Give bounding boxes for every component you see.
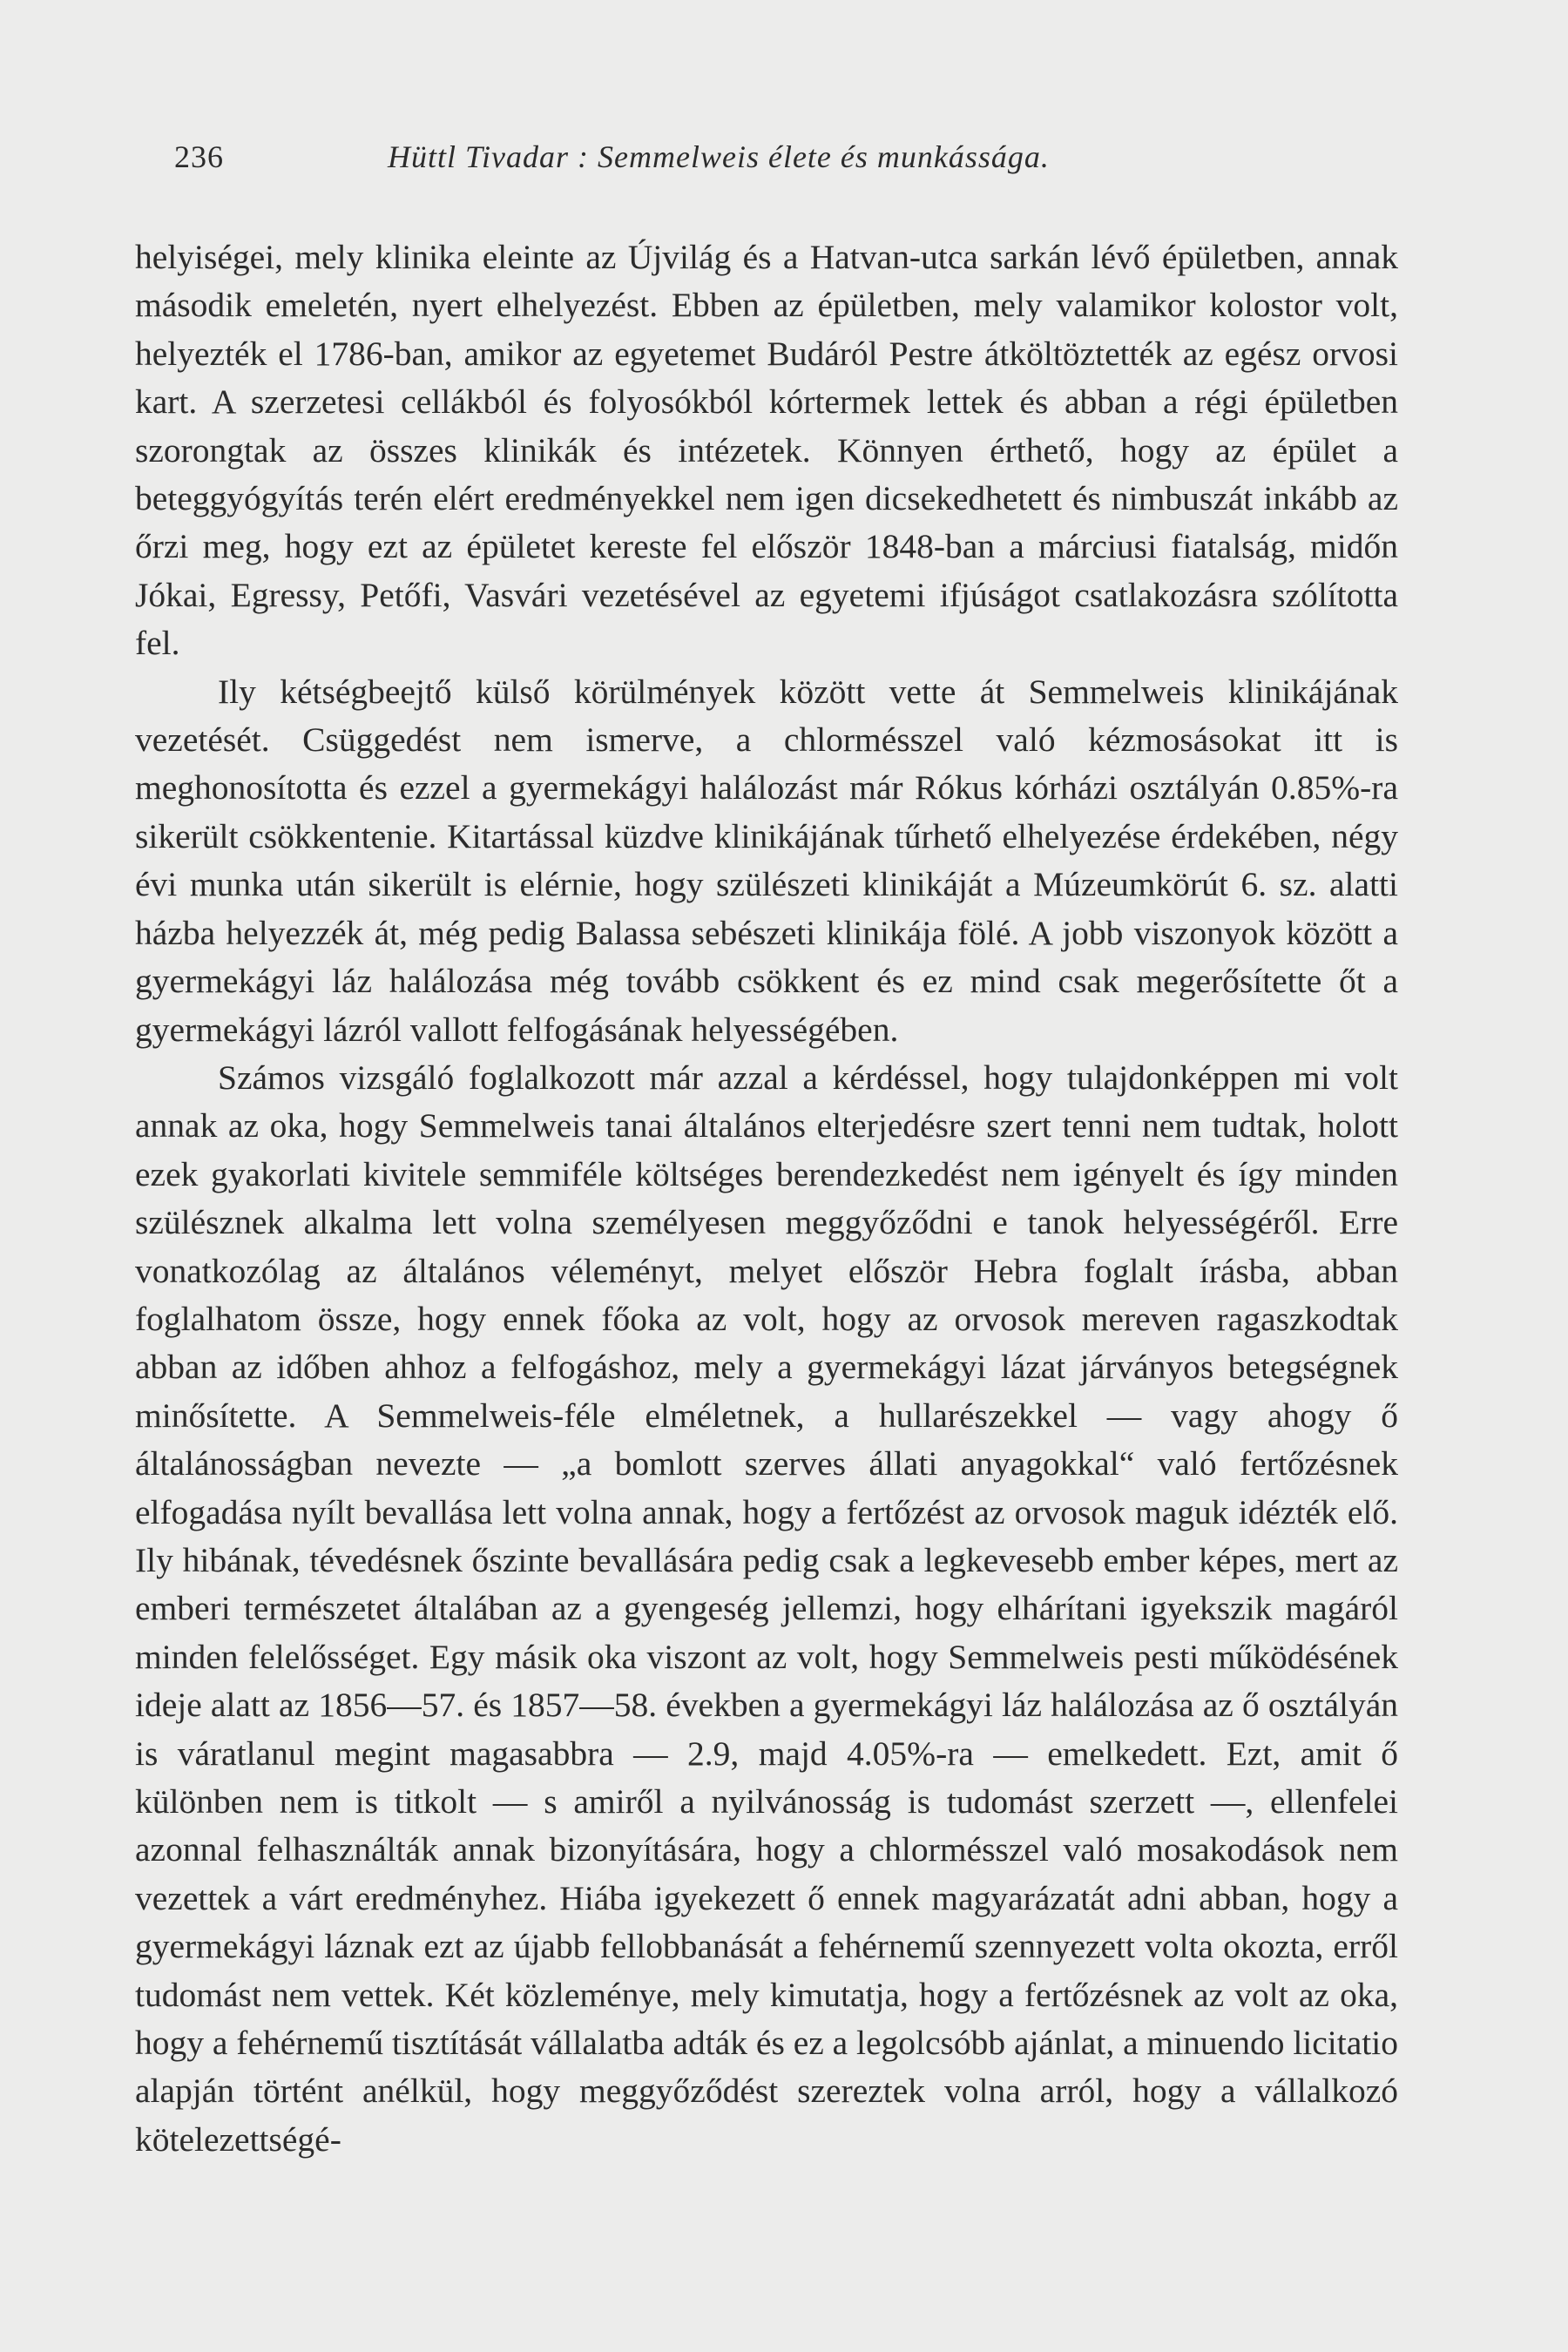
running-title: Hüttl Tivadar : Semmelweis élete és munkássága. [388, 139, 1050, 174]
paragraph-1: helyiségei, mely klinika eleinte az Újvilág és a Hatvan-utca sarkán lévő épületben, annak második emeletén, nyert elhelyezést. Ebben az épületben, mely valamikor kolostor volt, helyezték el 1786-ban, amikor az egyetemet Budáról Pestre átköltöztették az egész orvosi kart. A szerzetesi cellákból és folyosókból kórtermek lettek és abban a régi épületben szorongtak az összes klinikák és intézetek. Könnyen érthető, hogy az épület a beteggyógyítás terén elért eredményekkel nem igen dicsekedhetett és nimbuszát inkább az őrzi meg, hogy ezt az épületet kereste fel először 1848-ban a márciusi fiatalság, midőn Jókai, Egressy, Petőfi, Vasvári vezetésével az egyetemi ifjúságot csatlakozásra szólította fel. [135, 238, 1398, 663]
paragraph-3: Számos vizsgáló foglalkozott már azzal a kérdéssel, hogy tulajdonképpen mi volt annak az oka, hogy Semmelweis tanai általános elterjedésre szert tenni nem tudtak, holott ezek gyakorlati kivitele semmiféle költséges berendezkedést nem igényelt és így minden szülésznek alkalma lett volna személyesen meggyőződni e tanok helyességéről. Erre vonatkozólag az általános véleményt, melyet először Hebra foglalt írásba, abban foglalhatom össze, hogy ennek főoka az volt, hogy az orvosok mereven ragaszkodtak abban az időben ahhoz a felfogáshoz, mely a gyermekágyi lázat járványos betegségnek minősítette. A Semmelweis-féle elméletnek, a hullarészekkel — vagy ahogy ő általánosságban nevezte — „a bomlott szerves állati anyagokkal“ való fertőzésnek elfogadása nyílt bevallása lett volna annak, hogy a fertőzést az orvosok maguk idézték elő. Ily hibának, tévedésnek őszinte bevallására pedig csak a legkevesebb ember képes, mert az emberi természetet általában az a gyengeség jellemzi, hogy elhárítani igyekszik magáról minden felelősséget. Egy másik oka viszont az volt, hogy Semmelweis pesti működésének ideje alatt az 1856—57. és 1857—58. években a gyermekágyi láz halálozása az ő osztályán is váratlanul megint magasabbra — 2.9, majd 4.05%-ra — emelkedett. Ezt, amit ő különben nem is titkolt — s amiről a nyilvánosság is tudomást szerzett —, ellenfelei azonnal felhasználták annak bizonyítására, hogy a chlormésszel való mosakodások nem vezettek a várt eredményhez. Hiába igyekezett ő ennek magyarázatát adni abban, hogy a gyermekágyi láznak ezt az újabb fellobbanását a fehérnemű szennyezett volta okozta, erről tudomást nem vettek. Két közleménye, mely kimutatja, hogy a fertőzésnek az volt az oka, hogy a fehérnemű tisztítását vállalatba adták és ez a legolcsóbb ajánlat, a minuendo licitatio alapján történt anélkül, hogy meggyőződést szereztek volna arról, hogy a vállalkozó kötelezettségé- [135, 1058, 1398, 2159]
paragraph-2: Ily kétségbeejtő külső körülmények között vette át Semmelweis klinikájának vezetését. Csüggedést nem ismerve, a chlormésszel való kézmosásokat itt is meghonosította és ezzel a gyermekágyi halálozást már Rókus kórházi osztályán 0.85%-ra sikerült csökkentenie. Kitartással küzdve klinikájának tűrhető elhelyezése érdekében, négy évi munka után sikerült is elérnie, hogy szülészeti klinikáját a Múzeumkörút 6. sz. alatti házba helyezzék át, még pedig Balassa sebészeti klinikája fölé. A jobb viszonyok között a gyermekágyi láz halálozása még tovább csökkent és ez mind csak megerősítette őt a gyermekágyi lázról vallott felfogásának helyességében. [135, 672, 1398, 1049]
body-text [135, 233, 1398, 2164]
page-number: 236 [174, 139, 224, 174]
page-header [174, 131, 1411, 183]
